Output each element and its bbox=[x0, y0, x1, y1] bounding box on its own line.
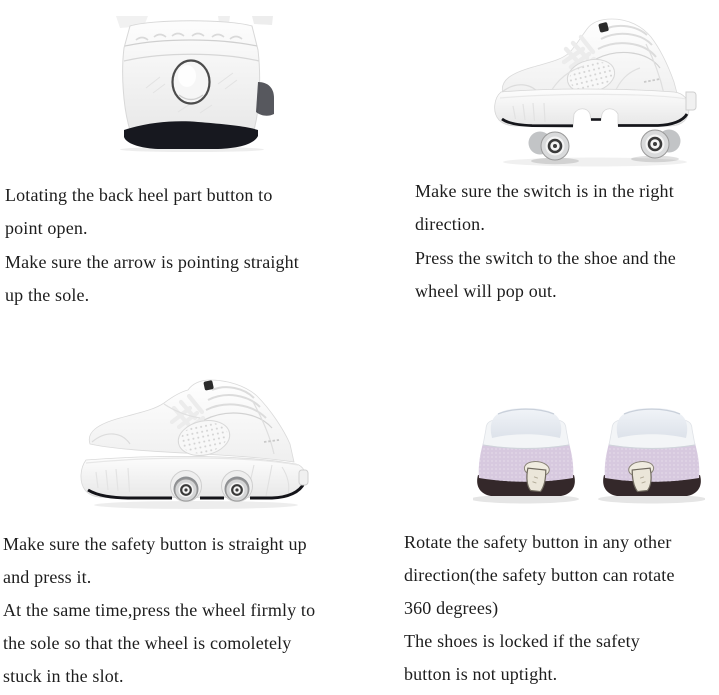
instruction-line: At the same time,press the wheel firmly to bbox=[3, 600, 316, 620]
skate-wheel bbox=[226, 479, 248, 501]
photo-walking-mode-shoe bbox=[76, 364, 311, 512]
instruction-line: button is not uptight. bbox=[404, 664, 558, 684]
instruction-line: Make sure the arrow is pointing straight bbox=[5, 251, 299, 272]
instruction-line: point open. bbox=[5, 218, 88, 239]
step-1-instructions bbox=[5, 179, 299, 313]
heel-back-view bbox=[477, 408, 575, 496]
instruction-line: Lotating the back heel part button to bbox=[5, 185, 273, 205]
instruction-line: direction. bbox=[415, 214, 485, 235]
instruction-line: Press the switch to the shoe and the bbox=[415, 247, 676, 268]
skate-wheel bbox=[175, 479, 197, 501]
photo-heel-button-closeup bbox=[108, 16, 274, 152]
instruction-line: up the sole. bbox=[5, 285, 90, 306]
instruction-line: and press it. bbox=[3, 567, 92, 587]
instruction-line: Make sure the switch is in the right bbox=[415, 181, 674, 201]
heel-button bbox=[173, 61, 210, 104]
step-2-instructions bbox=[415, 175, 676, 309]
instruction-line: the sole so that the wheel is comoletely bbox=[3, 633, 292, 653]
photo-skate-mode-shoe bbox=[488, 18, 703, 168]
step-3-instructions bbox=[3, 528, 315, 693]
instruction-line: stuck in the slot. bbox=[3, 666, 124, 686]
instruction-line: 360 degrees) bbox=[404, 598, 499, 618]
ground-shadow bbox=[94, 501, 298, 509]
second-shoe-fragment bbox=[256, 82, 274, 116]
cropped-upper-fragment bbox=[252, 16, 273, 25]
instruction-line: wheel will pop out. bbox=[415, 281, 557, 302]
skate-wheel bbox=[541, 132, 569, 160]
heel-switch-tab bbox=[299, 470, 308, 485]
step-4-instructions bbox=[404, 526, 675, 691]
heel-switch-tab bbox=[686, 92, 696, 110]
tongue-label bbox=[203, 380, 214, 391]
instruction-line: The shoes is locked if the safety bbox=[404, 631, 640, 651]
instruction-line: Rotate the safety button in any other bbox=[404, 532, 672, 552]
instruction-line: Make sure the safety button is straight up bbox=[3, 534, 307, 554]
skate-wheel bbox=[641, 130, 669, 158]
instruction-line: direction(the safety button can rotate bbox=[404, 565, 675, 585]
photo-heel-pair-safety-buttons bbox=[473, 400, 705, 506]
heel-back-view-right bbox=[603, 408, 701, 496]
